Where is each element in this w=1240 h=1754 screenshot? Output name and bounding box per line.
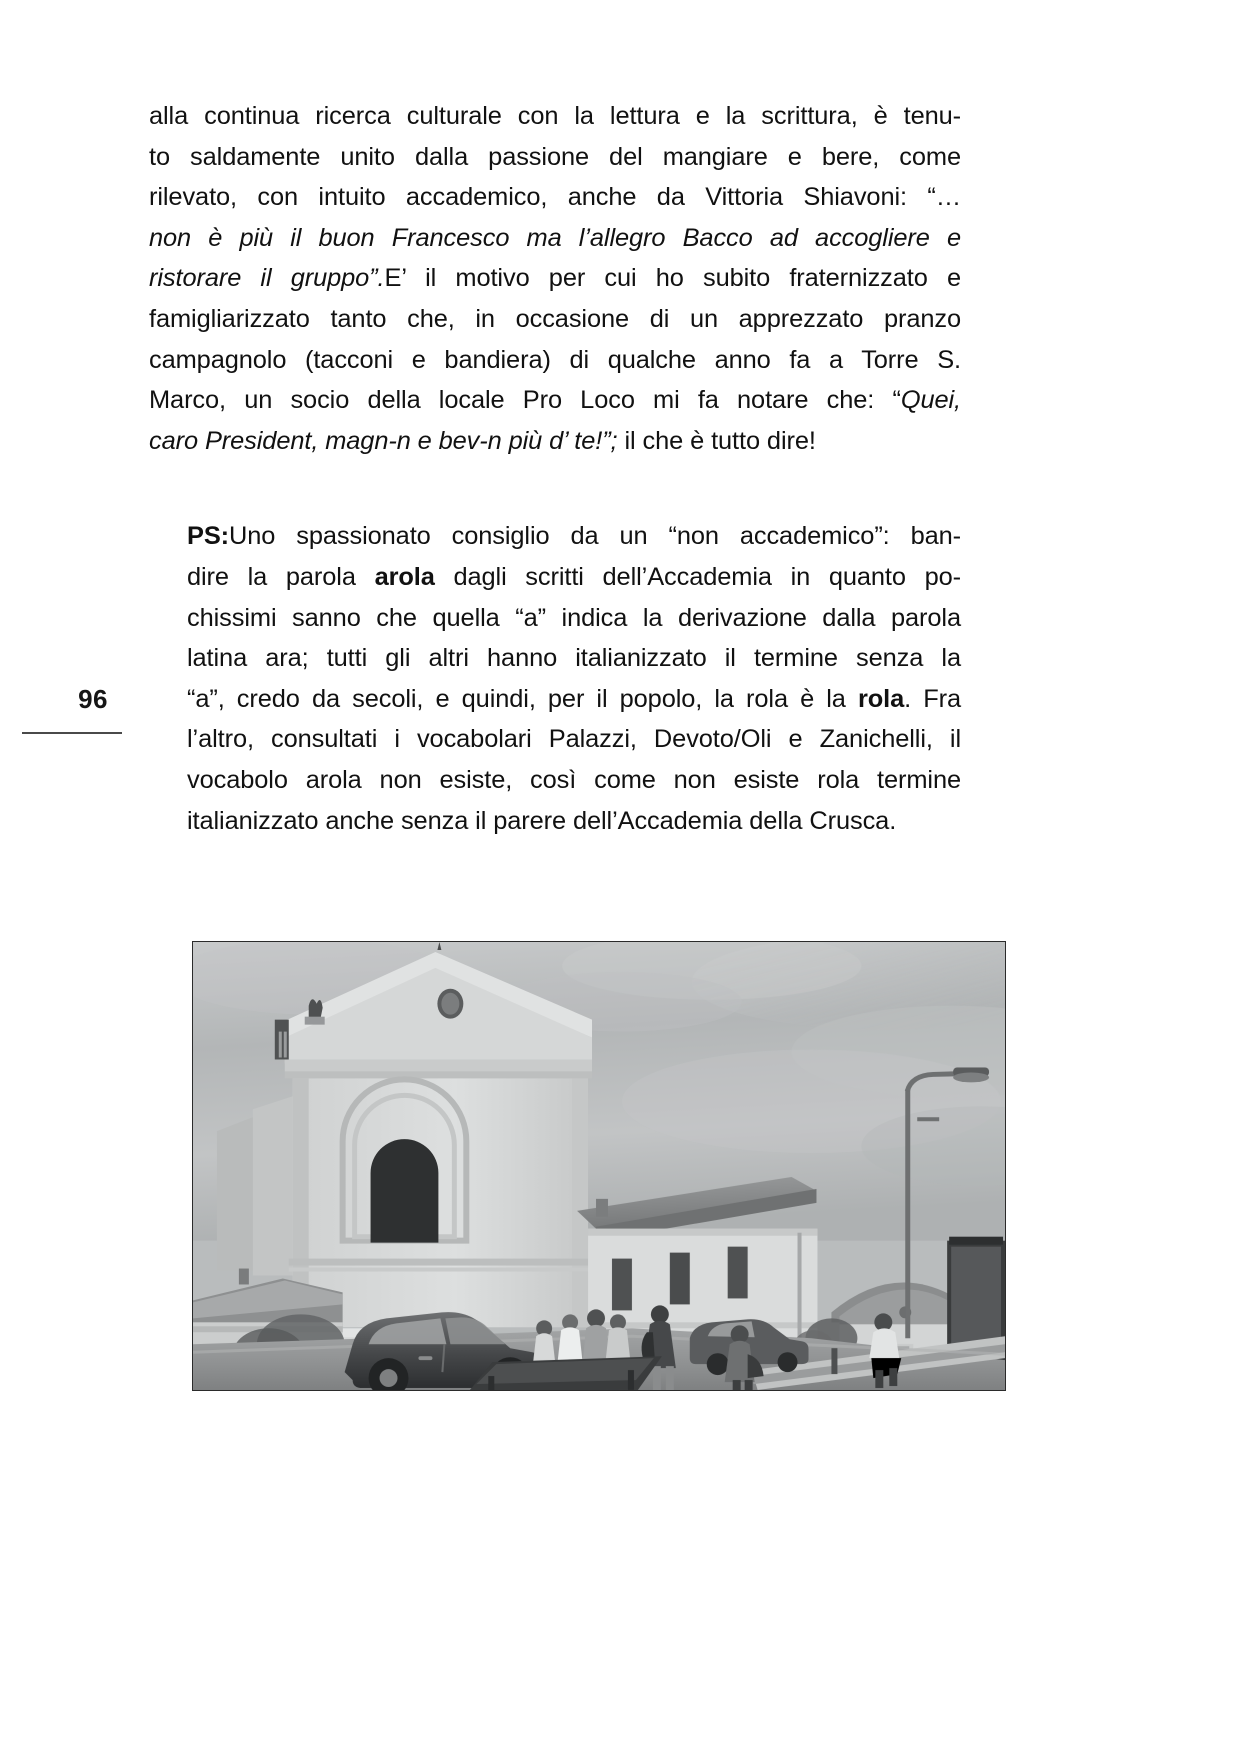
text-line: italianizzato anche senza il parere dell’Accademia della Crusca.	[187, 806, 897, 835]
text-roman-run: Uno spassionato consiglio da un “non accademico”: ban-	[229, 522, 961, 551]
text-line	[149, 258, 961, 299]
folio-rule	[22, 732, 122, 734]
bollard	[831, 1348, 837, 1374]
text-bold-run: rola	[857, 684, 905, 713]
text-line: to saldamente unito dalla passione del mangiare e bere, come	[149, 142, 961, 171]
text-bold-run: arola	[374, 562, 435, 591]
text-line: latina ara; tutti gli altri hanno italianizzato il termine senza la	[187, 644, 961, 673]
photograph-artwork	[193, 942, 1005, 1390]
paragraph-body-continuation	[149, 96, 961, 461]
photograph-church	[192, 941, 1006, 1391]
text-line: rilevato, con intuito accademico, anche da Vittoria Shiavoni: “…	[149, 183, 961, 212]
text-line: chissimi sanno che quella “a” indica la derivazione dalla parola	[187, 603, 961, 632]
text-line	[149, 679, 961, 720]
text-italic-run: Quei,	[900, 386, 961, 415]
text-roman-run: dire la parola	[187, 562, 375, 591]
text-line: l’altro, consultati i vocabolari Palazzi, Devoto/Oli e Zanichelli, il	[187, 725, 961, 754]
text-line: campagnolo (tacconi e bandiera) di qualche anno fa a Torre S.	[149, 345, 961, 374]
paragraph-postscript	[149, 516, 961, 841]
text-roman-run: il che è tutto dire!	[617, 426, 816, 455]
text-line	[149, 516, 961, 557]
text-roman-run: E’ il motivo per cui ho subito fraternizzato e	[384, 264, 961, 293]
text-italic-run: caro President, magn-n e bev-n più d’ te!”;	[149, 426, 618, 455]
text-line: vocabolo arola non esiste, così come non esiste rola termine	[187, 765, 961, 794]
text-line	[149, 557, 961, 598]
text-roman-run: . Fra	[904, 684, 961, 713]
text-roman-run: dagli scritti dell’Accademia in quanto po-	[434, 562, 961, 591]
text-roman-run: Marco, un socio della locale Pro Loco mi fa notare che: “	[149, 386, 901, 415]
text-italic-run: ristorare il gruppo”.	[149, 264, 385, 293]
page-number: 96	[78, 684, 108, 714]
text-line: non è più il buon Francesco ma l’allegro Bacco ad accogliere e	[149, 223, 961, 252]
text-roman-run: “a”, credo da secoli, e quindi, per il popolo, la rola è la	[187, 684, 858, 713]
page-folio	[0, 686, 122, 734]
postscript-label: PS:	[187, 522, 230, 551]
text-line	[149, 380, 961, 421]
text-line	[149, 421, 961, 462]
text-column	[149, 96, 961, 841]
text-line: famigliarizzato tanto che, in occasione di un apprezzato pranzo	[149, 304, 961, 333]
text-line: alla continua ricerca culturale con la lettura e la scrittura, è tenu-	[149, 102, 961, 130]
